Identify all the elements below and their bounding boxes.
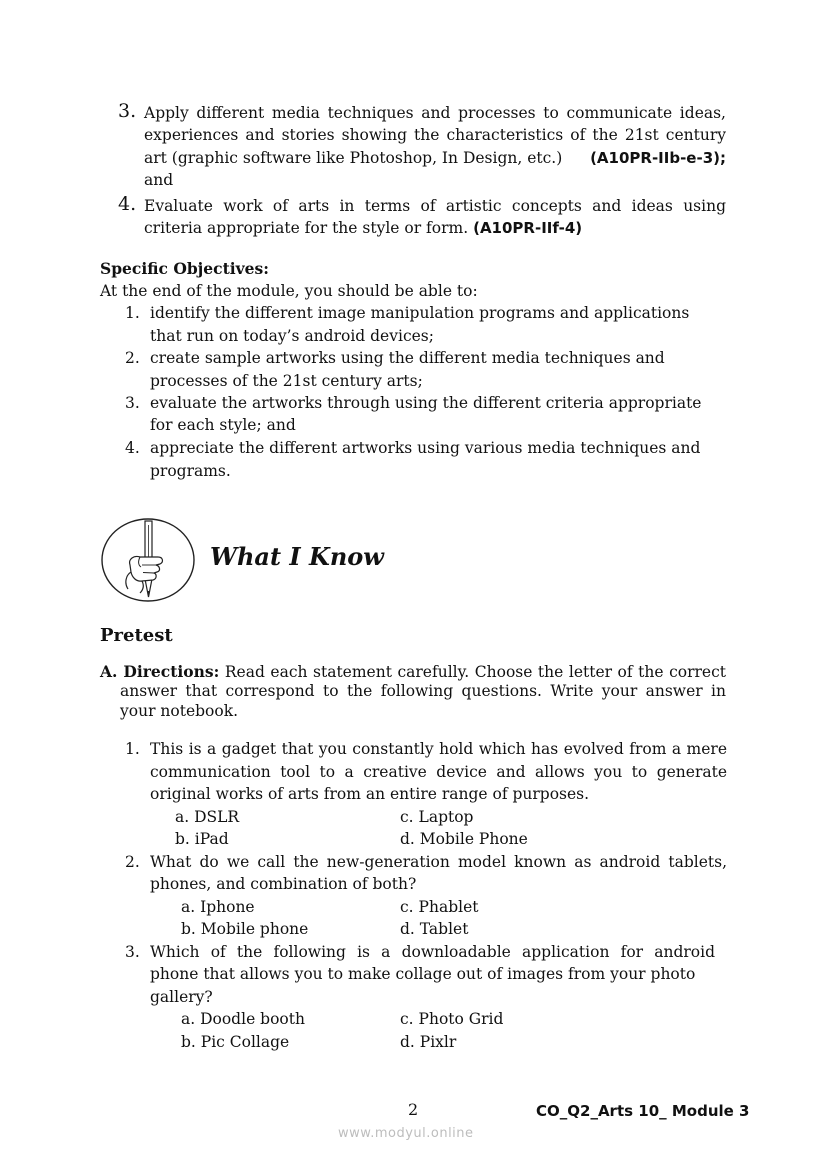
question-line: phone that allows you to make collage out of images from your photo — [150, 965, 696, 983]
objective-line: create sample artworks using the different media techniques and — [150, 349, 665, 367]
objective-number: 2. — [125, 349, 140, 367]
what-i-know-heading: What I Know — [210, 542, 384, 571]
directions-line: answer that correspond to the following questions. Write your answer in — [120, 682, 726, 700]
question-line: original works of arts from an entire range of purposes. — [150, 785, 590, 803]
objective-number: 4. — [125, 439, 140, 457]
question-number: 1. — [125, 740, 140, 758]
pretest-title: Pretest — [100, 625, 173, 646]
question-line: Which of the following is a downloadable application for android — [150, 943, 715, 961]
answer-choice: d. Tablet — [400, 920, 469, 938]
objective-line: identify the different image manipulation programs and applications — [150, 304, 690, 322]
answer-choice: d. Mobile Phone — [400, 830, 528, 848]
competency-number: 3. — [118, 100, 137, 122]
question-number: 2. — [125, 853, 140, 871]
competency-text-line — [144, 217, 582, 239]
competency-text-line: Evaluate work of arts in terms of artistic concepts and ideas using — [144, 197, 726, 215]
specific-objectives-intro: At the end of the module, you should be able to: — [100, 282, 478, 300]
directions-text: Read each statement carefully. Choose the letter of the correct — [224, 663, 726, 681]
answer-choice: b. iPad — [175, 830, 229, 848]
answer-choice: d. Pixlr — [400, 1033, 457, 1051]
competency-text-line: experiences and stories showing the characteristics of the 21st century — [144, 126, 726, 144]
objective-line: evaluate the artworks through using the different criteria appropriate — [150, 394, 702, 412]
objective-number: 1. — [125, 304, 140, 322]
competency-code: (A10PR-IIb-e-3); — [590, 149, 726, 167]
question-line: What do we call the new-generation model known as android tablets, — [150, 853, 727, 871]
competency-text-line — [144, 147, 726, 169]
competency-text-line: and — [144, 171, 174, 189]
competency-text: criteria appropriate for the style or form. — [144, 219, 469, 237]
answer-choice: c. Phablet — [400, 898, 479, 916]
objective-line: for each style; and — [150, 416, 296, 434]
objective-line: processes of the 21st century arts; — [150, 372, 423, 390]
answer-choice: c. Photo Grid — [400, 1010, 504, 1028]
question-number: 3. — [125, 943, 140, 961]
question-line: phones, and combination of both? — [150, 875, 417, 893]
module-code: CO_Q2_Arts 10_ Module 3 — [536, 1102, 750, 1120]
objective-line: programs. — [150, 462, 231, 480]
specific-objectives-title: Specific Objectives: — [100, 259, 269, 278]
answer-choice: c. Laptop — [400, 808, 474, 826]
objective-line: appreciate the different artworks using various media techniques and — [150, 439, 701, 457]
competency-number: 4. — [118, 193, 137, 215]
directions-line: your notebook. — [120, 702, 239, 720]
answer-choice: a. Iphone — [181, 898, 255, 916]
question-line: gallery? — [150, 988, 213, 1006]
question-line: This is a gadget that you constantly hold which has evolved from a mere — [150, 740, 727, 758]
page-number: 2 — [408, 1100, 419, 1119]
competency-text-line: Apply different media techniques and processes to communicate ideas, — [144, 104, 726, 122]
objective-number: 3. — [125, 394, 140, 412]
competency-code: (A10PR-IIf-4) — [473, 219, 583, 237]
competency-text: art (graphic software like Photoshop, In Design, etc.) — [144, 149, 563, 167]
answer-choice: b. Mobile phone — [181, 920, 309, 938]
answer-choice: a. Doodle booth — [181, 1010, 305, 1028]
question-line: communication tool to a creative device and allows you to generate — [150, 763, 727, 781]
directions-label: A. Directions: — [100, 662, 220, 681]
answer-choice: b. Pic Collage — [181, 1033, 290, 1051]
objective-line: that run on today’s android devices; — [150, 327, 434, 345]
watermark: www.modyul.online — [338, 1126, 474, 1141]
hand-holding-pencil-icon — [100, 517, 196, 603]
answer-choice: a. DSLR — [175, 808, 240, 826]
